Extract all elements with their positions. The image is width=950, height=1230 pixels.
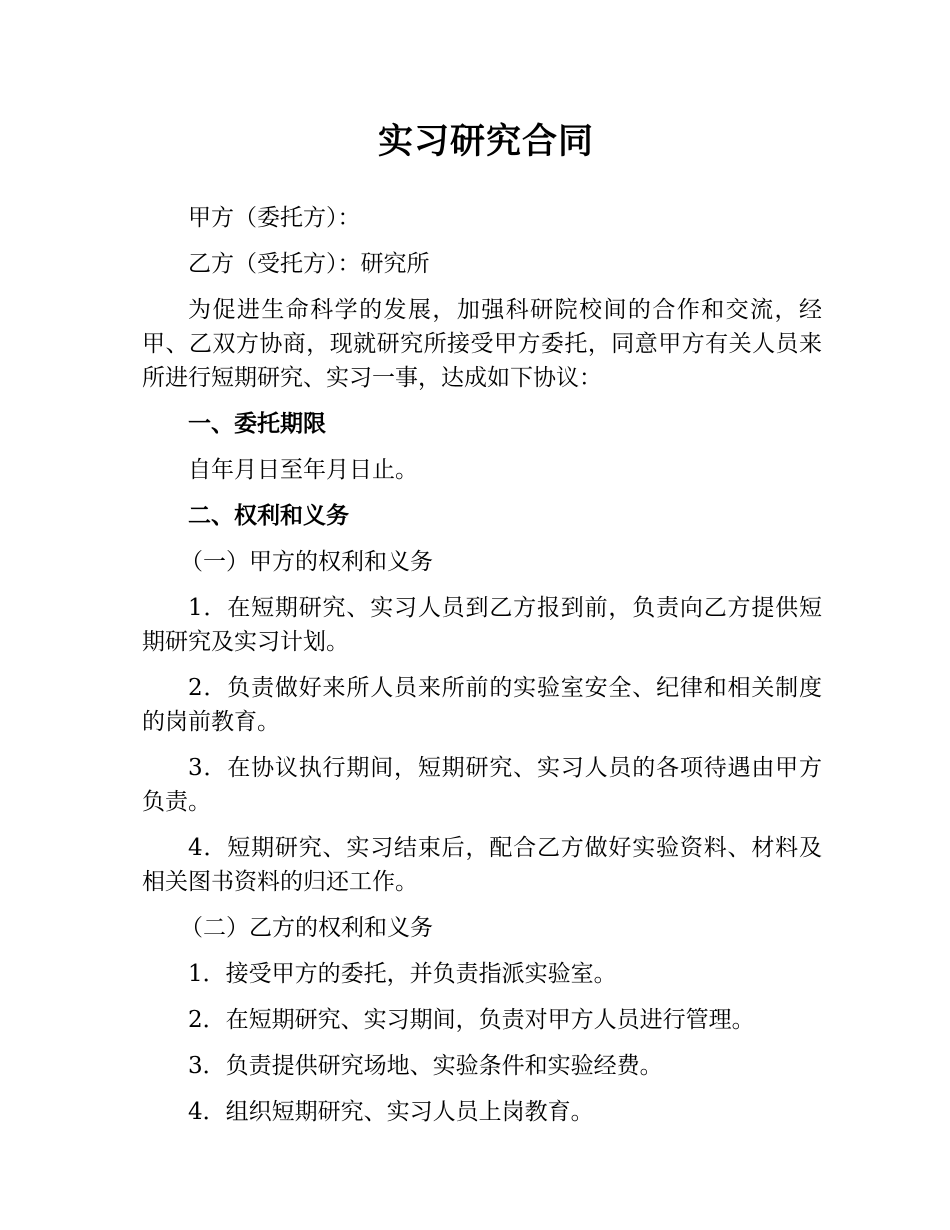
party-a-duty-item: 1．在短期研究、实习人员到乙方报到前，负责向乙方提供短期研究及实习计划。 xyxy=(142,595,822,655)
intro-paragraph: 为促进生命科学的发展，加强科研院校间的合作和交流，经甲、乙双方协商，现就研究所接受甲方委托，同意甲方有关人员来所进行短期研究、实习一事，达成如下协议： xyxy=(142,297,822,391)
party-b-duty-item: 3．负责提供研究场地、实验条件和实验经费。 xyxy=(188,1053,663,1079)
party-b-duty-item: 4．组织短期研究、实习人员上岗教育。 xyxy=(188,1099,594,1125)
party-a-line: 甲方（委托方）： xyxy=(188,205,361,231)
party-b-duties-heading: （二）乙方的权利和义务 xyxy=(180,915,433,941)
party-a-duties-heading: （一）甲方的权利和义务 xyxy=(180,549,433,575)
party-a-duty-item: 4．短期研究、实习结束后，配合乙方做好实验资料、材料及相关图书资料的归还工作。 xyxy=(142,835,822,895)
section-1-text: 自年月日至年月日止。 xyxy=(188,457,418,483)
document-title: 实习研究合同 xyxy=(377,122,594,162)
party-b-line: 乙方（受托方）：研究所 xyxy=(188,251,430,277)
party-b-duty-item: 2．在短期研究、实习期间，负责对甲方人员进行管理。 xyxy=(188,1007,755,1033)
section-1-heading: 一、委托期限 xyxy=(188,411,326,437)
party-b-duty-item: 1．接受甲方的委托，并负责指派实验室。 xyxy=(188,961,617,987)
section-2-heading: 二、权利和义务 xyxy=(188,503,349,529)
document-body xyxy=(142,118,822,1141)
party-a-duty-item: 2．负责做好来所人员来所前的实验室安全、纪律和相关制度的岗前教育。 xyxy=(142,675,822,735)
party-a-duty-item: 3．在协议执行期间，短期研究、实习人员的各项待遇由甲方负责。 xyxy=(142,755,822,815)
